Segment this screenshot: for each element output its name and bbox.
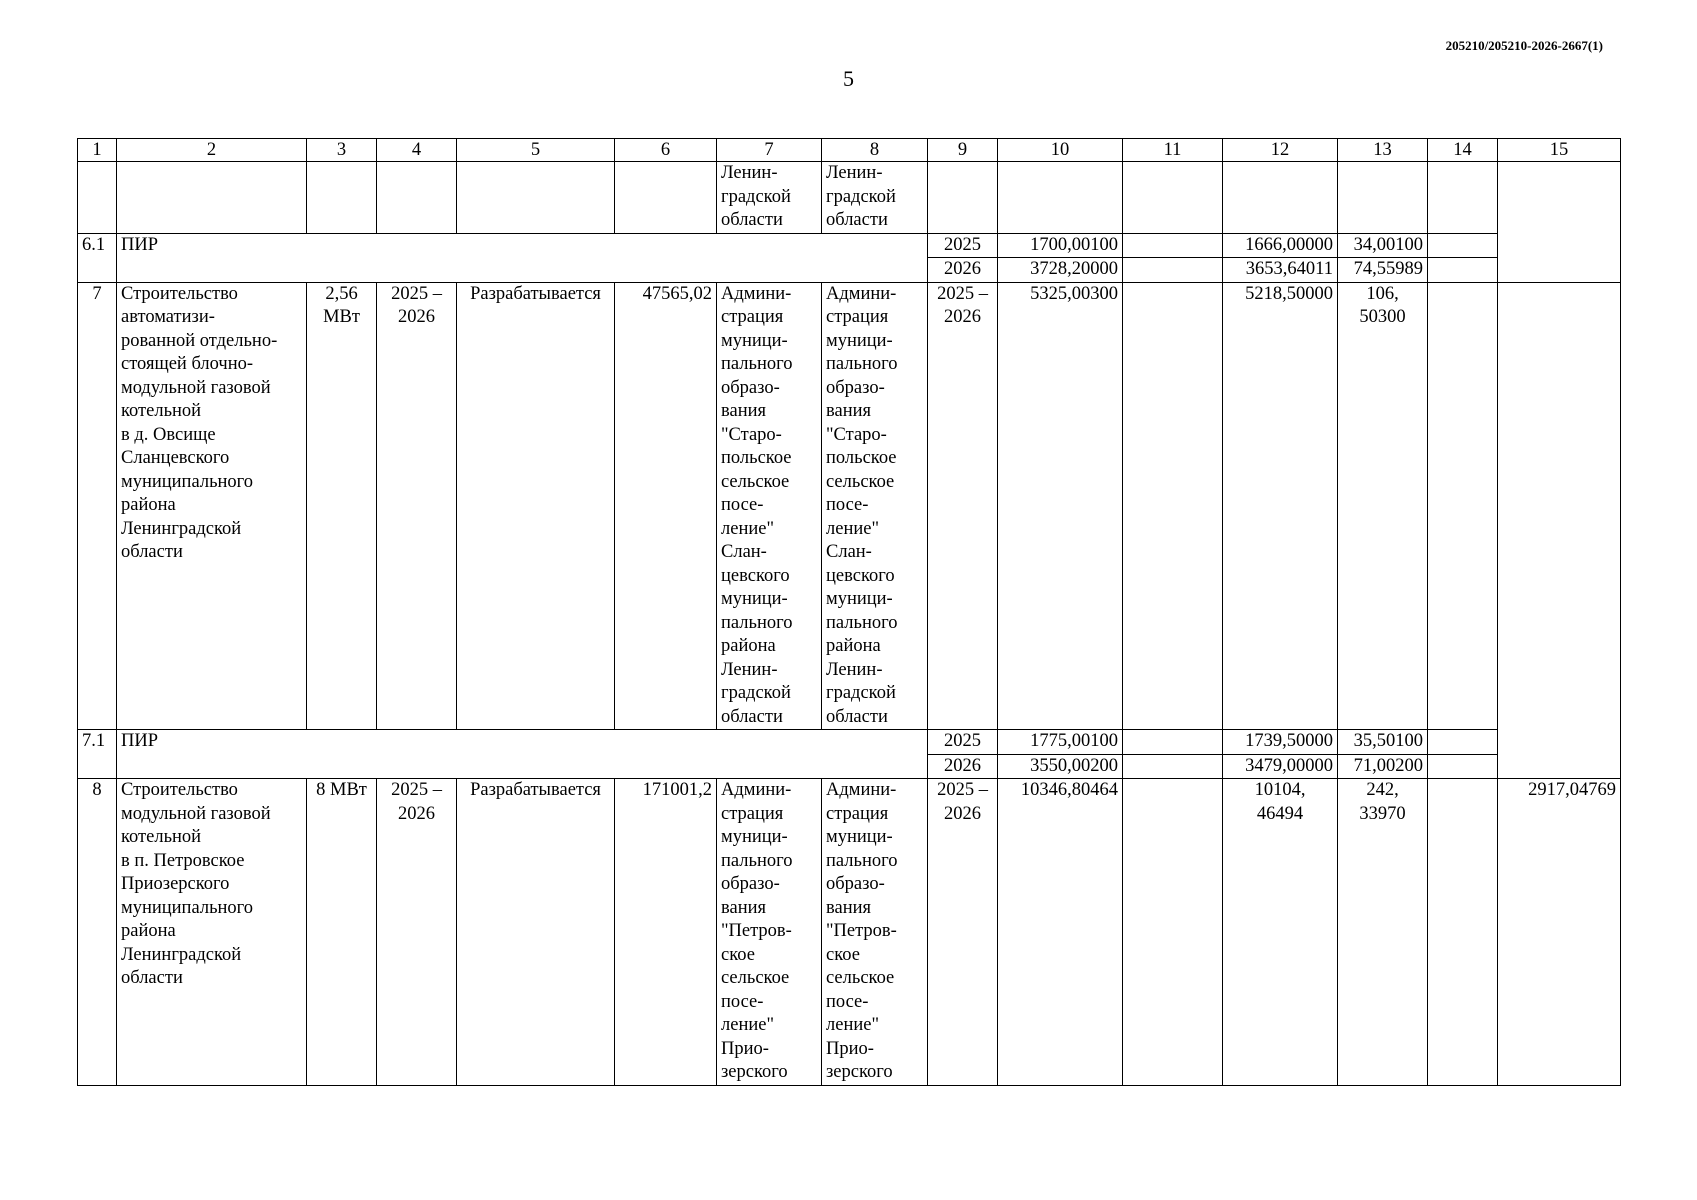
- year-cell: 2026: [928, 754, 998, 779]
- header-cell: 8: [822, 139, 928, 162]
- header-cell: 4: [377, 139, 457, 162]
- header-cell: 7: [717, 139, 822, 162]
- header-cell: 12: [1223, 139, 1338, 162]
- capacity-cell: 8 МВт: [307, 779, 377, 1086]
- row-name: Строительство модульной газовой котельной в п. Петровское Приозерского муниципального района Ленинградской области: [117, 779, 307, 1086]
- value-cell: 2917,04769: [1498, 779, 1621, 1086]
- header-cell: 10: [998, 139, 1123, 162]
- header-row: [78, 139, 1621, 162]
- period-cell: 2025 – 2026: [377, 779, 457, 1086]
- cost-cell: 171001,2: [615, 779, 717, 1086]
- header-cell: 15: [1498, 139, 1621, 162]
- total-cell: 5325,00300: [998, 282, 1123, 730]
- header-cell: 2: [117, 139, 307, 162]
- header-cell: 3: [307, 139, 377, 162]
- total-cell: 3550,00200: [998, 754, 1123, 779]
- developer-cell: Админи- страция муници- пального образо- вания "Старо- польское сельское посе- ление" Слан- цевского муници- пального района Ленин- градской области: [822, 282, 928, 730]
- page-number: 5: [843, 66, 854, 91]
- header-cell: 14: [1428, 139, 1498, 162]
- developer-cell: Ленин- градской области: [822, 162, 928, 234]
- value-cell: 34,00100: [1338, 233, 1428, 258]
- customer-cell: Админи- страция муници- пального образо- вания "Петров- ское сельское посе- ление" Прио- зерского: [717, 779, 822, 1086]
- total-cell: 1775,00100: [998, 730, 1123, 755]
- status-cell: Разрабатывается: [457, 282, 615, 730]
- header-cell: 1: [78, 139, 117, 162]
- header-cell: 9: [928, 139, 998, 162]
- year-cell: 2025: [928, 730, 998, 755]
- total-cell: 3728,20000: [998, 258, 1123, 283]
- period-cell: 2025 – 2026: [928, 282, 998, 730]
- value-cell: 71,00200: [1338, 754, 1428, 779]
- period-cell: 2025 – 2026: [377, 282, 457, 730]
- capacity-cell: 2,56 МВт: [307, 282, 377, 730]
- year-cell: 2026: [928, 258, 998, 283]
- customer-cell: Админи- страция муници- пального образо- вания "Старо- польское сельское посе- ление" Слан- цевского муници- пального района Ленин- градской области: [717, 282, 822, 730]
- year-cell: 2025: [928, 233, 998, 258]
- total-cell: 1700,00100: [998, 233, 1123, 258]
- status-cell: Разрабатывается: [457, 779, 615, 1086]
- period-cell: 2025 – 2026: [928, 779, 998, 1086]
- row-number: 7.1: [78, 730, 117, 779]
- table-row: [78, 779, 1621, 1086]
- row-number: 8: [78, 779, 117, 1086]
- row-number: 7: [78, 282, 117, 730]
- value-cell: 1739,50000: [1223, 730, 1338, 755]
- developer-cell: Админи- страция муници- пального образо- вания "Петров- ское сельское посе- ление" Прио- зерского: [822, 779, 928, 1086]
- document-code: 205210/205210-2026-2667(1): [1445, 38, 1603, 53]
- row-number: 6.1: [78, 233, 117, 282]
- value-cell: 3653,64011: [1223, 258, 1338, 283]
- header-cell: 6: [615, 139, 717, 162]
- value-cell: 74,55989: [1338, 258, 1428, 283]
- header-cell: 5: [457, 139, 615, 162]
- table-row: [78, 282, 1621, 730]
- value-cell: 10104, 46494: [1223, 779, 1338, 1086]
- value-cell: 35,50100: [1338, 730, 1428, 755]
- header-cell: 11: [1123, 139, 1223, 162]
- row-name: ПИР: [117, 730, 928, 779]
- value-cell: 5218,50000: [1223, 282, 1338, 730]
- row-name: Строительство автоматизи- рованной отдельно- стоящей блочно- модульной газовой котельной в д. Овсище Сланцевского муниципального района Ленинградской области: [117, 282, 307, 730]
- value-cell: 106, 50300: [1338, 282, 1428, 730]
- table-row: [78, 233, 1621, 258]
- table-row: [78, 730, 1621, 755]
- header-cell: 13: [1338, 139, 1428, 162]
- table-row: [78, 162, 1621, 234]
- value-cell: 1666,00000: [1223, 233, 1338, 258]
- value-cell: 242, 33970: [1338, 779, 1428, 1086]
- value-cell: 3479,00000: [1223, 754, 1338, 779]
- customer-cell: Ленин- градской области: [717, 162, 822, 234]
- objects-table: [77, 138, 1621, 1086]
- total-cell: 10346,80464: [998, 779, 1123, 1086]
- cost-cell: 47565,02: [615, 282, 717, 730]
- row-name: ПИР: [117, 233, 928, 282]
